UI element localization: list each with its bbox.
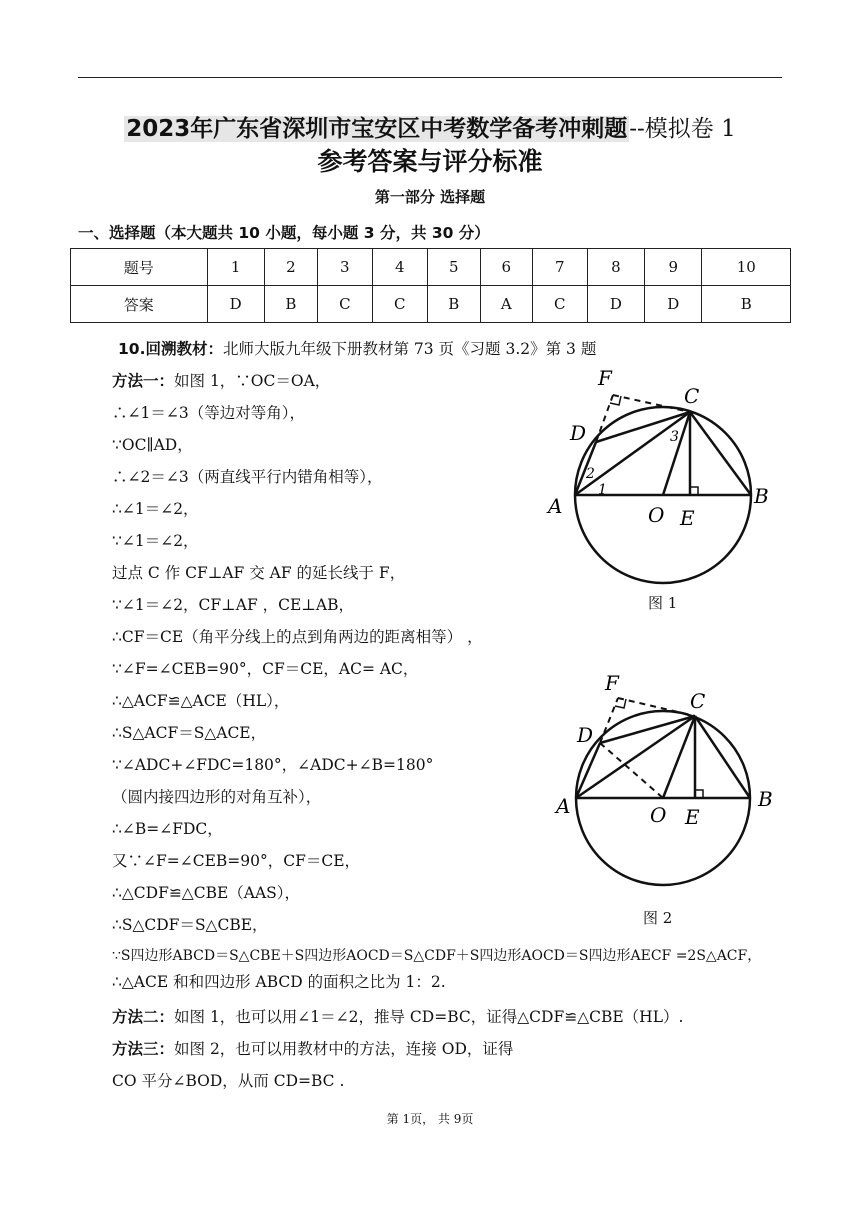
segment-DO — [600, 743, 663, 798]
label-F: F — [598, 366, 612, 390]
document-title: 2023年广东省深圳市宝安区中考数学备考冲刺题--模拟卷 1 — [126, 116, 736, 142]
q10-source: 10.回溯教材：北师大版九年级下册教材第 73 页《习题 3.2》第 3 题 — [118, 340, 597, 358]
proof-line: ∴∠1＝∠3（等边对等角）， — [112, 404, 305, 422]
proof-line: ∵∠ADC+∠FDC=180°，∠ADC+∠B=180° — [112, 756, 434, 774]
figure-2-caption: 图 2 — [643, 909, 673, 927]
segment-DC — [600, 716, 695, 743]
proof-line: ∴△CDF≌△CBE（AAS）， — [112, 884, 301, 902]
label-angle-1: 1 — [598, 482, 607, 498]
page-footer: 第 1页， 共 9页 — [386, 1112, 474, 1126]
label-B: B — [754, 484, 769, 508]
proof-line: ∴△ACF≌△ACE（HL）， — [112, 692, 290, 710]
document-subtitle: 参考答案与评分标准 — [317, 147, 543, 176]
table-cell: D — [587, 286, 644, 323]
figure-2 — [540, 670, 790, 900]
segment-CB — [695, 716, 750, 798]
segment-OC — [663, 412, 690, 495]
proof-line: 又∵∠F=∠CEB=90°，CF＝CE， — [112, 852, 361, 870]
proof-line: ∴CF＝CE（角平分线上的点到角两边的距离相等） ， — [112, 628, 483, 646]
proof-line: ∴∠B=∠FDC， — [112, 820, 223, 838]
proof-line: ∵∠1＝∠2，CF⊥AF ，CE⊥AB， — [112, 596, 354, 614]
proof-line: ∵S四边形ABCD＝S△CBE＋S四边形AOCD＝S△CDF＋S四边形AOCD＝S四边形AECF =2S△ACF， — [112, 948, 762, 964]
table-cell: 5 — [427, 249, 480, 286]
table-cell: 6 — [480, 249, 532, 286]
table-row-answers — [71, 286, 791, 323]
top-rule — [78, 77, 782, 78]
table-cell: 4 — [372, 249, 427, 286]
table-cell: C — [372, 286, 427, 323]
segment-FC — [618, 698, 695, 716]
label-O: O — [648, 503, 665, 527]
method3-line: 方法三：如图 2，也可以用教材中的方法，连接 OD，证得 — [112, 1040, 514, 1058]
table-cell: C — [532, 286, 587, 323]
method1-line: 方法一：如图 1，∵OC＝OA， — [112, 372, 331, 390]
label-D: D — [570, 421, 587, 445]
table-cell: 1 — [207, 249, 264, 286]
section-heading: 一、选择题（本大题共 10 小题，每小题 3 分，共 30 分） — [78, 224, 490, 242]
part-heading: 第一部分 选择题 — [374, 188, 486, 206]
method2-line: 方法二：如图 1，也可以用∠1＝∠2，推导 CD=BC，证得△CDF≌△CBE（HL）. — [112, 1008, 684, 1026]
table-cell: C — [317, 286, 372, 323]
proof-line: 过点 C 作 CF⊥AF 交 AF 的延长线于 F， — [112, 564, 406, 582]
proof-line: ∵∠F=∠CEB=90°，CF＝CE，AC= AC， — [112, 660, 419, 678]
proof-line: ∴∠2＝∠3（两直线平行内错角相等）， — [112, 468, 383, 486]
proof-line: ∵∠1＝∠2， — [112, 532, 199, 550]
proof-line: ∴△ACE 和和四边形 ABCD 的面积之比为 1：2. — [112, 973, 446, 991]
proof-line: ∴S△ACF＝S△ACE， — [112, 724, 267, 742]
answer-table — [70, 248, 791, 323]
proof-line: ∴S△CDF＝S△CBE， — [112, 916, 268, 934]
label-C: C — [690, 689, 706, 713]
method3-line-2: CO 平分∠BOD，从而 CD=BC . — [112, 1072, 345, 1090]
label-E: E — [685, 805, 700, 829]
figure-1 — [540, 365, 790, 590]
table-cell: 3 — [317, 249, 372, 286]
table-cell: B — [427, 286, 480, 323]
label-D: D — [577, 723, 594, 747]
label-A: A — [556, 794, 571, 818]
table-cell: 2 — [264, 249, 317, 286]
table-cell: A — [480, 286, 532, 323]
label-F: F — [605, 671, 619, 695]
row-label: 题号 — [71, 249, 208, 286]
table-cell: 9 — [645, 249, 702, 286]
label-E: E — [680, 506, 695, 530]
table-cell: 7 — [532, 249, 587, 286]
label-C: C — [684, 384, 700, 408]
table-row-numbers — [71, 249, 791, 286]
table-cell: D — [645, 286, 702, 323]
label-O: O — [650, 803, 667, 827]
proof-line: ∴∠1＝∠2， — [112, 500, 199, 518]
table-cell: D — [207, 286, 264, 323]
table-cell: B — [702, 286, 791, 323]
label-angle-3: 3 — [670, 429, 679, 445]
table-cell: 8 — [587, 249, 644, 286]
proof-line: ∵OC∥AD， — [112, 436, 193, 454]
table-cell: B — [264, 286, 317, 323]
row-label: 答案 — [71, 286, 208, 323]
label-B: B — [758, 787, 773, 811]
figure-1-caption: 图 1 — [648, 594, 678, 612]
segment-FC — [613, 395, 690, 412]
proof-line: （圆内接四边形的对角互补）， — [112, 788, 322, 806]
label-A: A — [548, 494, 563, 518]
label-angle-2: 2 — [586, 466, 595, 482]
table-cell: 10 — [702, 249, 791, 286]
